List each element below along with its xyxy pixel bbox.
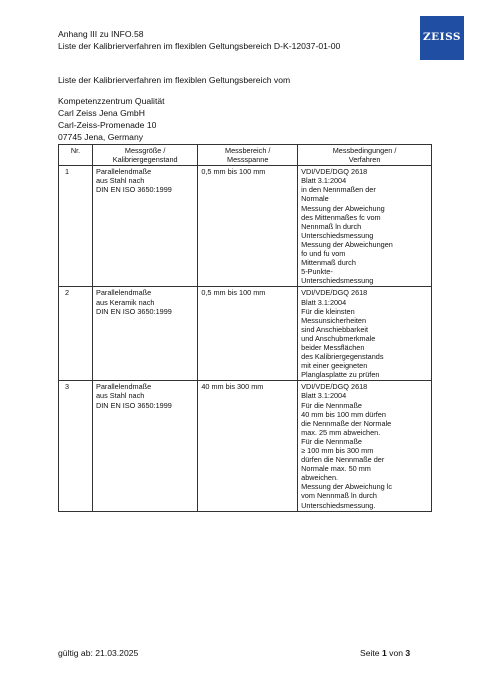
messgroesse-line: DIN EN ISO 3650:1999 [96, 400, 172, 410]
bedingungen-line: VDI/VDE/DGQ 2618 [301, 167, 368, 177]
bedingungen-line: vom Nennmaß ln durch [301, 491, 377, 501]
valid-from: gültig ab: 21.03.2025 [58, 648, 139, 658]
cell-bedingungen [298, 166, 432, 287]
cell-bedingungen [298, 287, 432, 381]
bedingungen-line: Blatt 3.1:2004 [301, 297, 347, 307]
table-row [59, 381, 432, 511]
bedingungen-line: max. 25 mm abweichen. [301, 427, 381, 437]
page-number: Seite 1 von 3 [360, 648, 411, 658]
bedingungen-line: Normale [301, 194, 329, 204]
bedingungen-line: abweichen. [301, 473, 339, 483]
header-messbereich: Messbereich / Messspanne [198, 145, 298, 166]
bedingungen-line: mit einer geeigneten [301, 361, 368, 371]
cell-nr: 1 [59, 166, 93, 287]
header-line-1: Anhang III zu INFO.58 [58, 29, 144, 39]
bedingungen-line: Unterschiedsmessung [301, 276, 374, 286]
messgroesse-line: Parallelendmaße [96, 167, 152, 177]
bedingungen-line: Messung der Abweichung [301, 203, 385, 213]
address-line-2: Carl Zeiss Jena GmbH [58, 108, 145, 118]
bedingungen-line: Mittenmaß durch [301, 258, 356, 268]
table-body [59, 166, 432, 511]
bedingungen-line: in den Nennmaßen der [301, 185, 376, 195]
cell-messgroesse [93, 381, 198, 511]
bedingungen-line: 5-Punkte- [301, 267, 333, 277]
bedingungen-line: VDI/VDE/DGQ 2618 [301, 382, 368, 392]
bedingungen-line: Blatt 3.1:2004 [301, 176, 347, 186]
bedingungen-line: VDI/VDE/DGQ 2618 [301, 288, 368, 298]
bedingungen-line: ≥ 100 mm bis 300 mm [301, 446, 374, 455]
cell-nr: 2 [59, 287, 93, 381]
header-bedingungen: Messbedingungen / Verfahren [298, 145, 432, 166]
cell-messbereich: 0,5 mm bis 100 mm [198, 287, 298, 381]
logo-text: ZEISS [422, 31, 461, 43]
messgroesse-line: Parallelendmaße [96, 288, 152, 298]
bedingungen-line: Messung der Abweichungen [301, 239, 393, 249]
bedingungen-line: Für die Nennmaße [301, 436, 362, 446]
messgroesse-line: DIN EN ISO 3650:1999 [96, 185, 172, 195]
cell-nr: 3 [59, 381, 93, 511]
bedingungen-line: sind Anschiebbarkeit [301, 324, 369, 334]
bedingungen-line: fo und fu vom [301, 249, 346, 259]
bedingungen-line: des Mittenmaßes fc vom [301, 212, 381, 222]
bedingungen-line: und Anschubmerkmale [301, 333, 376, 343]
messgroesse-line: Parallelendmaße [96, 382, 152, 392]
bedingungen-line: Blatt 3.1:2004 [301, 391, 347, 401]
bedingungen-line: Normale max. 50 mm [301, 464, 371, 474]
cell-bedingungen [298, 381, 432, 511]
bedingungen-line: Für die kleinsten [301, 306, 355, 316]
bedingungen-line: Unterschiedsmessung [301, 230, 374, 240]
messgroesse-line: aus Stahl nach [96, 176, 145, 186]
header-line-2: Liste der Kalibrierverfahren im flexiblen Geltungsbereich D-K-12037-01-00 [58, 41, 341, 51]
cell-messgroesse [93, 287, 198, 381]
bedingungen-line: Für die Nennmaße [301, 400, 362, 410]
bedingungen-line: Messung der Abweichung lc [301, 482, 392, 492]
messgroesse-line: DIN EN ISO 3650:1999 [96, 306, 172, 316]
header-messgroesse: Messgröße / Kalibriergegenstand [93, 145, 198, 166]
table-row [59, 287, 432, 381]
address-block [58, 95, 165, 143]
address-line-4: 07745 Jena, Germany [58, 132, 144, 142]
bedingungen-line: Unterschiedsmessung. [301, 500, 376, 510]
calibration-table [58, 144, 432, 512]
bedingungen-line: Messunsicherheiten [301, 315, 367, 325]
bedingungen-line: die Nennmaße der Normale [301, 418, 392, 428]
intro-text: Liste der Kalibrierverfahren im flexiblen Geltungsbereich vom [58, 75, 291, 85]
messgroesse-line: aus Stahl nach [96, 391, 145, 401]
bedingungen-line: des Kalibriergegenstands [301, 352, 384, 362]
messgroesse-line: aus Keramik nach [96, 297, 155, 307]
cell-messbereich: 0,5 mm bis 100 mm [198, 166, 298, 287]
bedingungen-line: dürfen die Nennmaße der [301, 455, 385, 465]
address-line-1: Kompetenzzentrum Qualität [58, 96, 165, 106]
document-header [58, 28, 340, 52]
header-nr: Nr. [59, 145, 93, 166]
bedingungen-line: 40 mm bis 100 mm dürfen [301, 409, 386, 419]
bedingungen-line: beider Messflächen [301, 342, 365, 352]
table-row [59, 166, 432, 287]
bedingungen-line: Nennmaß ln durch [301, 221, 362, 231]
cell-messbereich: 40 mm bis 300 mm [198, 381, 298, 511]
address-line-3: Carl-Zeiss-Promenade 10 [58, 120, 157, 130]
bedingungen-line: Planglasplatte zu prüfen [301, 370, 380, 380]
table-header-row [59, 145, 432, 166]
cell-messgroesse [93, 166, 198, 287]
zeiss-logo [420, 16, 464, 60]
